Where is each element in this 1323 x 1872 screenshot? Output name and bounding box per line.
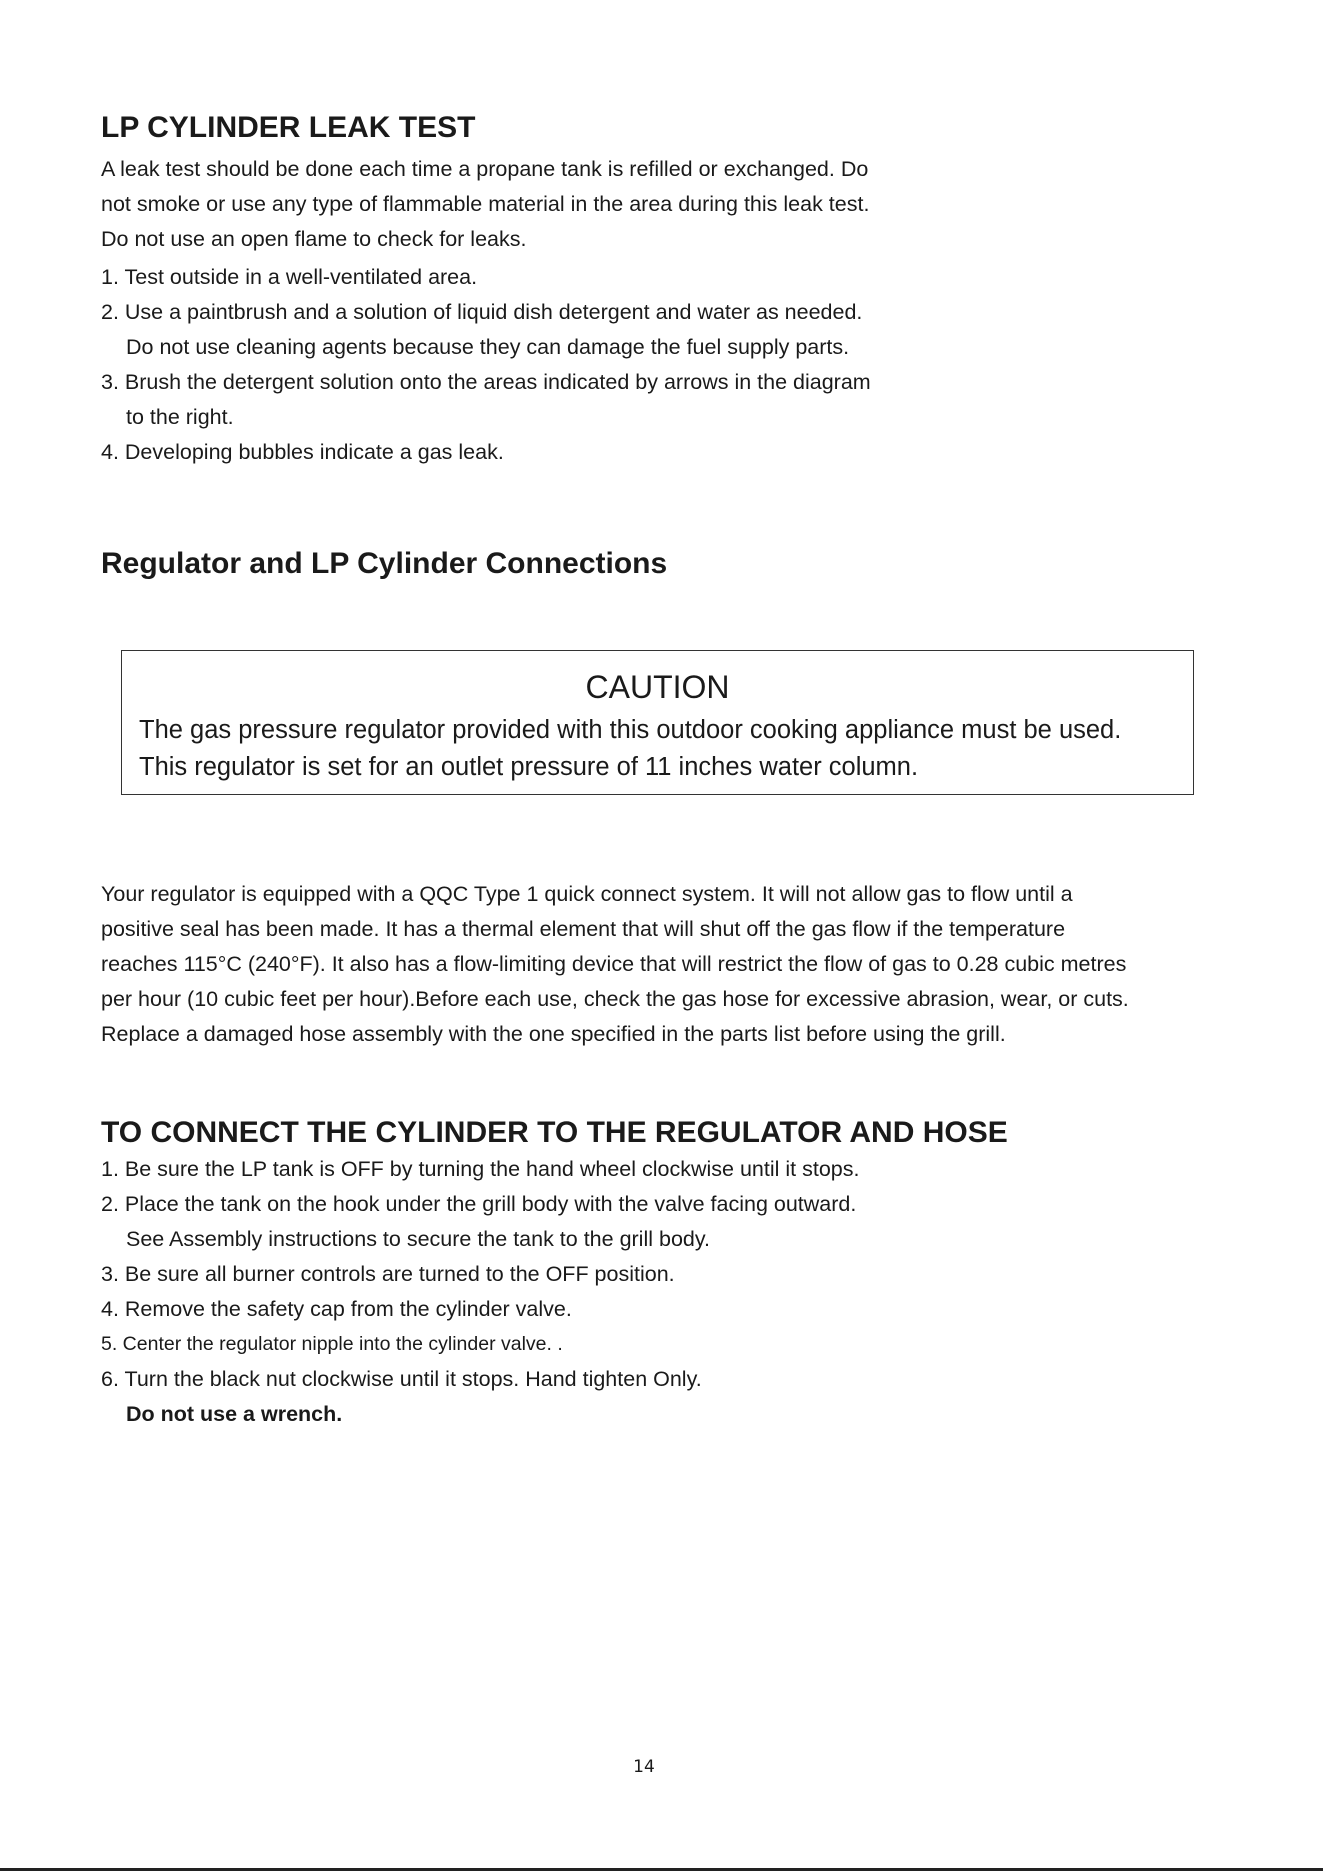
caution-line: The gas pressure regulator provided with this outdoor cooking appliance must be used. [139, 716, 1122, 744]
leak-test-section [101, 110, 1231, 470]
connect-steps [101, 1152, 1231, 1432]
leak-test-intro-line: not smoke or use any type of flammable material in the area during this leak test. [101, 192, 870, 216]
connect-step: 2. Place the tank on the hook under the grill body with the valve facing outward. See Assembly instructions to secure the tank to the grill body. [101, 1192, 857, 1251]
regulator-description [101, 877, 1261, 1052]
leak-test-step: 3. Brush the detergent solution onto the areas indicated by arrows in the diagram to the right. [101, 370, 871, 429]
regulator-description-line: Your regulator is equipped with a QQC Type 1 quick connect system. It will not allow gas to flow until a [101, 882, 1073, 906]
leak-test-intro-line: Do not use an open flame to check for leaks. [101, 227, 527, 251]
leak-test-step: 4. Developing bubbles indicate a gas leak. [101, 440, 504, 464]
leak-test-intro [101, 152, 1231, 257]
regulator-heading-wrap [101, 546, 1231, 582]
caution-line: This regulator is set for an outlet pressure of 11 inches water column. [139, 753, 919, 781]
connect-step: 4. Remove the safety cap from the cylinder valve. [101, 1297, 572, 1321]
regulator-description-line: reaches 115°C (240°F). It also has a flow-limiting device that will restrict the flow of gas to 0.28 cubic metres [101, 952, 1127, 976]
caution-text [139, 712, 1193, 786]
connect-step: 5. Center the regulator nipple into the cylinder valve. . [101, 1333, 563, 1355]
leak-test-steps [101, 260, 1231, 470]
caution-title: CAUTION [585, 669, 730, 705]
connect-warning: Do not use a wrench. [126, 1402, 343, 1426]
page-number: 14 [633, 1757, 655, 1777]
leak-test-intro-line: A leak test should be done each time a propane tank is refilled or exchanged. Do [101, 157, 869, 181]
connect-step: 3. Be sure all burner controls are turned to the OFF position. [101, 1262, 675, 1286]
leak-test-heading: LP CYLINDER LEAK TEST [101, 111, 476, 144]
regulator-heading: Regulator and LP Cylinder Connections [101, 547, 668, 580]
connect-step: 1. Be sure the LP tank is OFF by turning the hand wheel clockwise until it stops. [101, 1157, 860, 1181]
regulator-description-line: positive seal has been made. It has a thermal element that will shut off the gas flow if the temperature [101, 917, 1066, 941]
connect-heading: TO CONNECT THE CYLINDER TO THE REGULATOR AND HOSE [101, 1116, 1008, 1149]
bottom-rule [0, 1868, 1323, 1871]
connect-step: 6. Turn the black nut clockwise until it stops. Hand tighten Only. [101, 1367, 702, 1391]
leak-test-step: 2. Use a paintbrush and a solution of liquid dish detergent and water as needed. Do not use cleaning agents because they can damage the fuel supply parts. [101, 300, 863, 359]
regulator-description-line: Replace a damaged hose assembly with the one specified in the parts list before using the grill. [101, 1022, 1006, 1046]
caution-box [121, 650, 1194, 795]
leak-test-step: 1. Test outside in a well-ventilated area. [101, 265, 478, 289]
connect-section [101, 1115, 1231, 1432]
regulator-description-line: per hour (10 cubic feet per hour).Before each use, check the gas hose for excessive abrasion, wear, or cuts. [101, 987, 1129, 1011]
